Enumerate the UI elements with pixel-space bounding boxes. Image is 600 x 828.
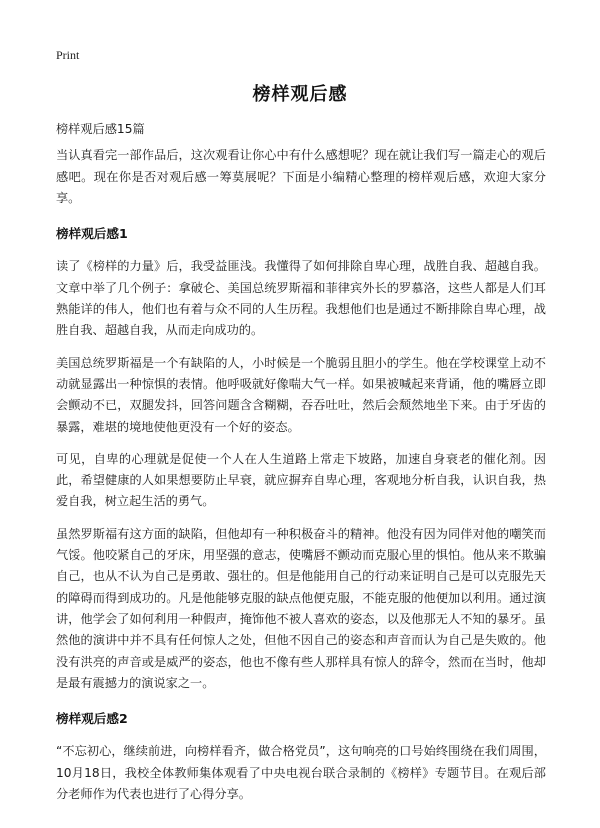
section-heading-2: 榜样观后感2 xyxy=(56,711,128,727)
document-subtitle: 榜样观后感15篇 xyxy=(56,122,145,136)
section-1-paragraph-1: 读了《榜样的力量》后，我受益匪浅。我懂得了如何排除自卑心理，战胜自我、超越自我。文章中举了几个例子：拿破仑、美国总统罗斯福和菲律宾外长的罗慕洛，这些人都是人们耳熟能详的伟人，他们也有着与众不同的人生历程。我想他们也是通过不断排除自卑心理，战胜自我、超越自我，从而走向成功的。 xyxy=(56,259,546,338)
section-1-paragraph-2: 美国总统罗斯福是一个有缺陷的人，小时候是一个脆弱且胆小的学生。他在学校课堂上动不动就显露出一种惊惧的表情。他呼吸就好像喘大气一样。如果被喊起来背诵，他的嘴唇立即会颤动不已，双腿发抖，回答问题含含糊糊，吞吞吐吐，然后会颓然地坐下来。由于牙齿的暴露，难堪的境地使他更没有一个好的姿态。 xyxy=(56,355,546,434)
section-heading-1: 榜样观后感1 xyxy=(56,226,128,242)
section-1-paragraph-4: 虽然罗斯福有这方面的缺陷，但他却有一种积极奋斗的精神。他没有因为同伴对他的嘲笑而气馁。他咬紧自己的牙床，用坚强的意志，使嘴唇不颤动而克服心里的惧怕。他从来不欺骗自己，也从不认为自己是勇敢、强壮的。但是他能用自己的行动来证明自己是可以克服先天的障碍而得到成功的。凡是他能够克服的缺点他便克服，不能克服的他便加以利用。通过演讲，他学会了如何利用一种假声，掩饰他不被人喜欢的姿态，以及他那无人不知的暴牙。虽然他的演讲中并不具有任何惊人之处，但他不因自己的姿态和声音而认为自己是失败的。他没有洪亮的声音或是威严的姿态，他也不像有些人那样具有惊人的辞令，然而在当时，他却是最有震撼力的演说家之一。 xyxy=(56,526,546,690)
intro-paragraph: 当认真看完一部作品后，这次观看让你心中有什么感想呢？现在就让我们写一篇走心的观后感吧。现在你是否对观后感一筹莫展呢？下面是小编精心整理的榜样观后感，欢迎大家分享。 xyxy=(56,148,546,205)
document-body xyxy=(56,119,546,816)
print-link[interactable]: Print xyxy=(56,48,80,62)
document-title: 榜样观后感 xyxy=(252,84,348,105)
section-2-paragraph-1: “不忘初心，继续前进，向榜样看齐，做合格党员”，这句响亮的口号始终围绕在我们周围，10月18日，我校全体教师集体观看了中央电视台联合录制的《榜样》专题节目。在观后部分老师作为代表也进行了心得分享。 xyxy=(56,744,546,802)
section-1-paragraph-3: 可见，自卑的心理就是促使一个人在人生道路上常走下坡路，加速自身衰老的催化剂。因此，希望健康的人如果想要防止早衰，就应摒弃自卑心理，客观地分析自我，认识自我，热爱自我，树立起生活的勇气。 xyxy=(56,451,546,509)
